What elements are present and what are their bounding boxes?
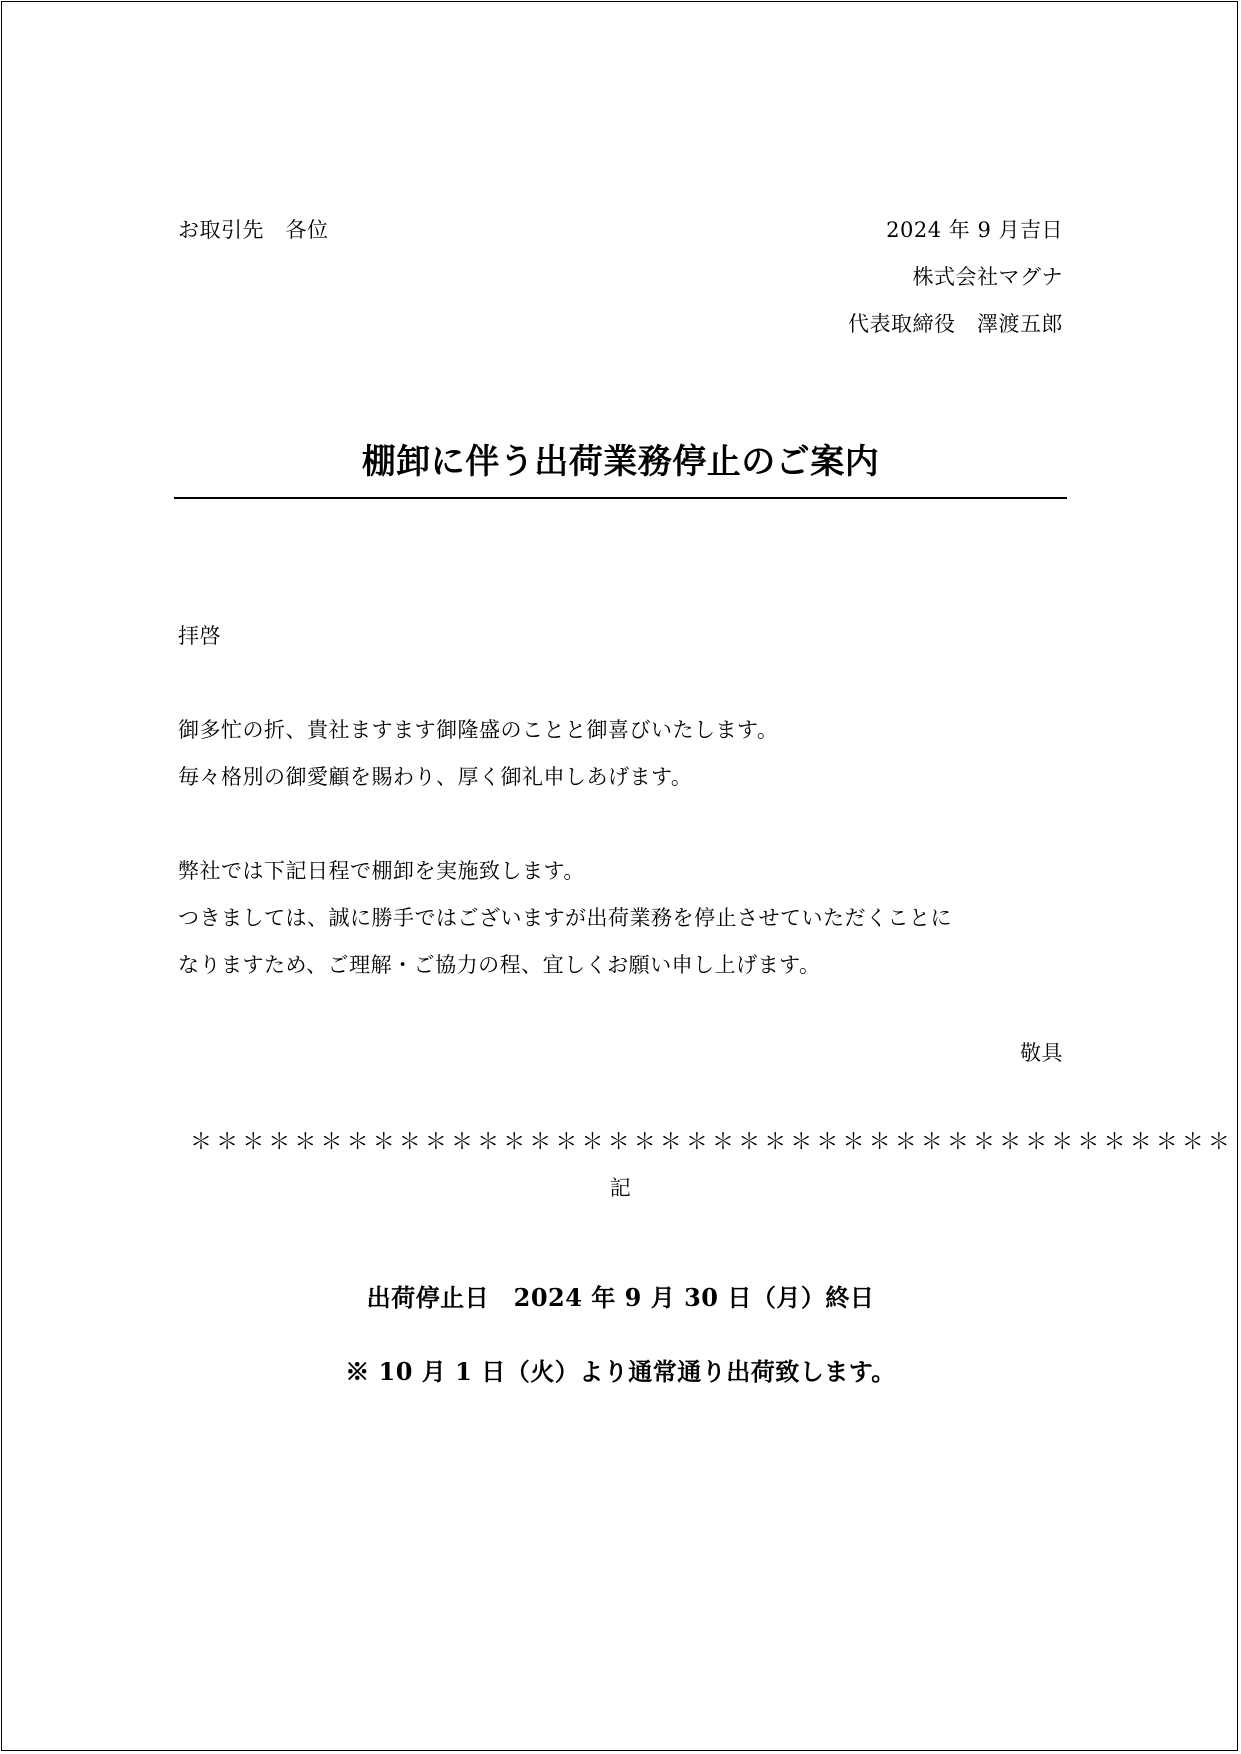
record-heading: 記 (609, 1176, 632, 1200)
notice-line-3: なりますため、ご理解・ご協力の程、宜しくお願い申し上げます。 (178, 953, 821, 977)
document-title: 棚卸に伴う出荷業務停止のご案内 (361, 442, 880, 482)
notice-line-2: つきましては、誠に勝手ではございますが出荷業務を停止させていただくことに (178, 906, 952, 930)
salutation: 拝啓 (178, 624, 221, 648)
letter-date: 2024 年 9 月吉日 (886, 218, 1063, 242)
company-name: 株式会社マグナ (912, 265, 1063, 289)
notice-line-1: 弊社では下記日程で棚卸を実施致します。 (178, 859, 585, 883)
greeting-line-1: 御多忙の折、貴社ますます御隆盛のことと御喜びいたします。 (178, 718, 779, 742)
representative-name: 代表取締役 澤渡五郎 (848, 312, 1063, 336)
shipping-stop-date: 出荷停止日 2024 年 9 月 30 日（月）終日 (366, 1283, 875, 1312)
greeting-line-2: 毎々格別の御愛顧を賜わり、厚く御礼申しあげます。 (178, 765, 693, 789)
recipient: お取引先 各位 (178, 218, 329, 242)
title-underline (174, 497, 1067, 499)
resume-note: ※ 10 月 1 日（火）より通常通り出荷致します。 (345, 1357, 896, 1386)
closing: 敬具 (1020, 1041, 1063, 1065)
separator-stars: ＊＊＊＊＊＊＊＊＊＊＊＊＊＊＊＊＊＊＊＊＊＊＊＊＊＊＊＊＊＊＊＊＊＊＊＊＊＊＊＊ (190, 1130, 1235, 1155)
